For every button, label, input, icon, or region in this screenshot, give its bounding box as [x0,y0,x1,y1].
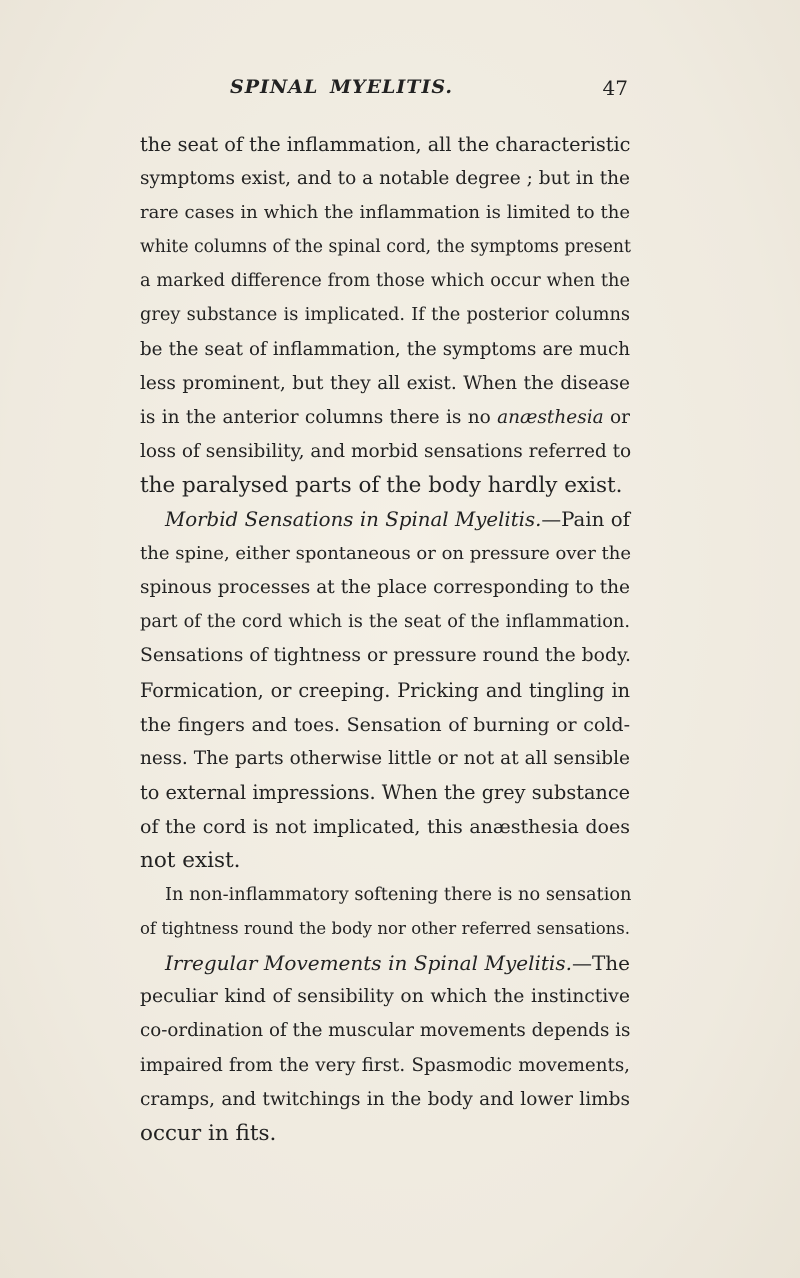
text-line [140,401,630,435]
text-line: loss of sensibility, and morbid sensations referred to [140,440,632,462]
text-segment: is in the anterior columns there is no [140,406,498,428]
text-line: the spine, either spontaneous or on pressure over the [140,543,632,565]
running-title: SPINAL MYELITIS. [230,76,453,98]
text-line: Formication, or creeping. Pricking and tingling in [140,678,630,702]
text-line: occur in fits. [140,1120,277,1146]
text-line: symptoms exist, and to a notable degree ; but in the [140,168,630,190]
text-line: white columns of the spinal cord, the symptoms present [140,237,631,258]
text-line: be the seat of inflammation, the symptoms are much [140,338,630,360]
italic-term: anæsthesia [497,406,604,428]
section-heading-line [140,503,630,537]
section-heading: Irregular Movements in Spinal Myelitis. [165,951,572,976]
text-line: In non-inflammatory softening there is no sensation [165,885,632,906]
text-line: of the cord is not implicated, this anæsthesia does [140,815,630,838]
text-line: the fingers and toes. Sensation of burning or cold- [140,713,630,736]
text-line: Sensations of tightness or pressure round the body. [140,645,632,667]
text-line: spinous processes at the place corresponding to the [140,577,630,599]
text-line: co-ordination of the muscular movements depends is [140,1020,631,1042]
text-line: a marked difference from those which occur when the [140,271,630,292]
section-heading: Morbid Sensations in Spinal Myelitis. [165,508,542,532]
text-line: to external impressions. When the grey substance [140,780,630,804]
page-number: 47 [602,76,628,100]
text-line: grey substance is implicated. If the posterior columns [140,305,630,326]
text-segment: —Pain of [541,508,630,532]
text-line: of tightness round the body nor other referred sensations. [140,919,630,939]
text-line: the paralysed parts of the body hardly exist. [140,472,623,498]
text-line: cramps, and twitchings in the body and lower limbs [140,1088,630,1110]
text-line: not exist. [140,847,241,873]
text-line: rare cases in which the inflammation is limited to the [140,202,630,224]
page-header [140,70,628,104]
section-heading-line [140,946,630,980]
text-line: less prominent, but they all exist. When the disease [140,372,630,394]
body-text [140,128,630,1151]
text-line: the seat of the inflammation, all the characteristic [140,133,631,156]
text-line: impaired from the very first. Spasmodic movements, [140,1054,630,1076]
text-segment: or [603,406,630,428]
text-segment: —The [571,951,630,976]
text-line: part of the cord which is the seat of the inflammation. [140,612,630,633]
text-line: ness. The parts otherwise little or not at all sensible [140,747,630,769]
text-line: peculiar kind of sensibility on which the instinctive [140,986,630,1008]
